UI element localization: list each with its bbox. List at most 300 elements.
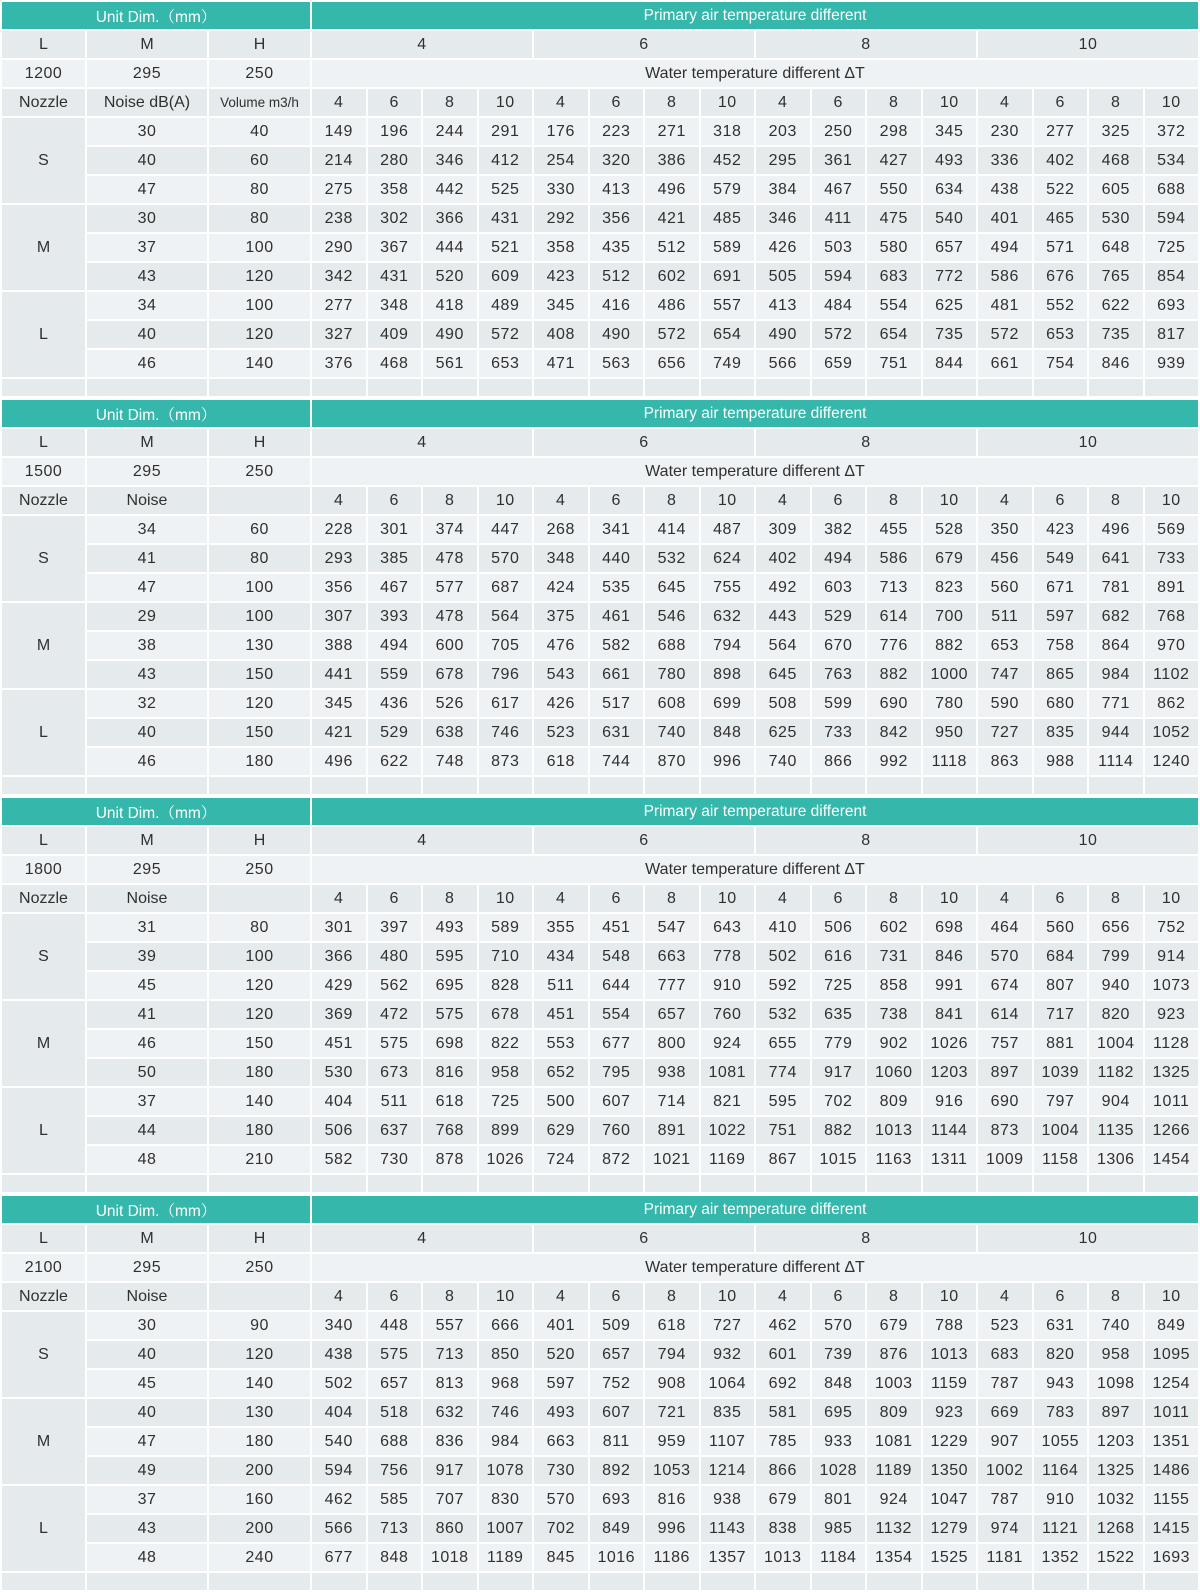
water-subcol-header: 6 bbox=[1034, 885, 1088, 912]
value-cell: 699 bbox=[701, 690, 755, 717]
value-cell: 1169 bbox=[701, 1146, 755, 1173]
water-subcol-header: 8 bbox=[867, 1283, 921, 1310]
value-cell: 543 bbox=[534, 661, 588, 688]
value-cell: 291 bbox=[479, 118, 533, 145]
value-cell: 1486 bbox=[1145, 1457, 1199, 1484]
value-cell: 506 bbox=[312, 1117, 366, 1144]
water-subcol-header: 6 bbox=[1034, 487, 1088, 514]
value-cell: 475 bbox=[867, 205, 921, 232]
volume-value: 150 bbox=[209, 661, 310, 688]
empty-cell bbox=[312, 379, 366, 396]
value-cell: 577 bbox=[423, 574, 477, 601]
value-cell: 902 bbox=[867, 1030, 921, 1057]
volume-value: 80 bbox=[209, 914, 310, 941]
water-subcol-header: 10 bbox=[923, 89, 977, 116]
value-cell: 850 bbox=[479, 1341, 533, 1368]
value-cell: 1525 bbox=[923, 1544, 977, 1571]
air-group-header: 10 bbox=[978, 1225, 1198, 1252]
nozzle-header: Nozzle bbox=[2, 885, 85, 912]
value-cell: 914 bbox=[1145, 943, 1199, 970]
noise-value: 30 bbox=[87, 1312, 207, 1339]
value-cell: 493 bbox=[923, 147, 977, 174]
value-cell: 386 bbox=[645, 147, 699, 174]
value-cell: 1047 bbox=[923, 1486, 977, 1513]
value-cell: 677 bbox=[590, 1030, 644, 1057]
water-subcol-header: 4 bbox=[534, 487, 588, 514]
value-cell: 487 bbox=[701, 516, 755, 543]
value-cell: 777 bbox=[645, 972, 699, 999]
value-cell: 490 bbox=[590, 321, 644, 348]
unit-width-value: 295 bbox=[87, 458, 207, 485]
value-cell: 882 bbox=[812, 1117, 866, 1144]
value-cell: 275 bbox=[312, 176, 366, 203]
value-cell: 923 bbox=[923, 1399, 977, 1426]
volume-value: 180 bbox=[209, 1059, 310, 1086]
value-cell: 1454 bbox=[1145, 1146, 1199, 1173]
value-cell: 372 bbox=[1145, 118, 1199, 145]
value-cell: 666 bbox=[479, 1312, 533, 1339]
value-cell: 585 bbox=[368, 1486, 422, 1513]
value-cell: 529 bbox=[368, 719, 422, 746]
value-cell: 330 bbox=[534, 176, 588, 203]
value-cell: 754 bbox=[1034, 350, 1088, 377]
noise-header: Noise bbox=[87, 487, 207, 514]
value-cell: 271 bbox=[645, 118, 699, 145]
value-cell: 733 bbox=[1145, 545, 1199, 572]
value-cell: 1158 bbox=[1034, 1146, 1088, 1173]
value-cell: 520 bbox=[423, 263, 477, 290]
value-cell: 250 bbox=[812, 118, 866, 145]
noise-header: Noise dB(A) bbox=[87, 89, 207, 116]
value-cell: 680 bbox=[1034, 690, 1088, 717]
value-cell: 295 bbox=[756, 147, 810, 174]
volume-value: 150 bbox=[209, 719, 310, 746]
water-subcol-header: 6 bbox=[812, 487, 866, 514]
volume-value: 120 bbox=[209, 1001, 310, 1028]
value-cell: 348 bbox=[368, 292, 422, 319]
value-cell: 1102 bbox=[1145, 661, 1199, 688]
value-cell: 692 bbox=[756, 1370, 810, 1397]
empty-cell bbox=[1145, 379, 1199, 396]
value-cell: 813 bbox=[423, 1370, 477, 1397]
value-cell: 1415 bbox=[1145, 1515, 1199, 1542]
volume-value: 100 bbox=[209, 234, 310, 261]
value-cell: 638 bbox=[423, 719, 477, 746]
value-cell: 369 bbox=[312, 1001, 366, 1028]
value-cell: 586 bbox=[867, 545, 921, 572]
empty-cell bbox=[701, 379, 755, 396]
value-cell: 796 bbox=[479, 661, 533, 688]
value-cell: 401 bbox=[534, 1312, 588, 1339]
value-cell: 413 bbox=[756, 292, 810, 319]
value-cell: 1186 bbox=[645, 1544, 699, 1571]
value-cell: 702 bbox=[534, 1515, 588, 1542]
value-cell: 740 bbox=[756, 748, 810, 775]
value-cell: 923 bbox=[1145, 1001, 1199, 1028]
noise-value: 43 bbox=[87, 263, 207, 290]
value-cell: 779 bbox=[812, 1030, 866, 1057]
value-cell: 451 bbox=[534, 1001, 588, 1028]
noise-value: 50 bbox=[87, 1059, 207, 1086]
value-cell: 747 bbox=[978, 661, 1032, 688]
noise-value: 37 bbox=[87, 1088, 207, 1115]
value-cell: 622 bbox=[1089, 292, 1143, 319]
value-cell: 845 bbox=[534, 1544, 588, 1571]
value-cell: 870 bbox=[645, 748, 699, 775]
value-cell: 560 bbox=[978, 574, 1032, 601]
value-cell: 788 bbox=[923, 1312, 977, 1339]
value-cell: 653 bbox=[479, 350, 533, 377]
value-cell: 756 bbox=[368, 1457, 422, 1484]
dim-col-header: H bbox=[209, 429, 310, 456]
value-cell: 1039 bbox=[1034, 1059, 1088, 1086]
volume-value: 200 bbox=[209, 1457, 310, 1484]
nozzle-size-cell: L bbox=[2, 292, 85, 377]
value-cell: 670 bbox=[812, 632, 866, 659]
value-cell: 318 bbox=[701, 118, 755, 145]
nozzle-size-cell: L bbox=[2, 1486, 85, 1571]
value-cell: 713 bbox=[867, 574, 921, 601]
air-group-header: 4 bbox=[312, 31, 532, 58]
water-subcol-header: 10 bbox=[701, 1283, 755, 1310]
value-cell: 518 bbox=[368, 1399, 422, 1426]
dim-col-header: L bbox=[2, 31, 85, 58]
value-cell: 1107 bbox=[701, 1428, 755, 1455]
water-subcol-header: 8 bbox=[423, 89, 477, 116]
water-subcol-header: 4 bbox=[312, 1283, 366, 1310]
value-cell: 520 bbox=[534, 1341, 588, 1368]
value-cell: 290 bbox=[312, 234, 366, 261]
empty-cell bbox=[590, 1175, 644, 1192]
value-cell: 553 bbox=[534, 1030, 588, 1057]
value-cell: 752 bbox=[590, 1370, 644, 1397]
unit-height-value: 250 bbox=[209, 856, 310, 883]
value-cell: 760 bbox=[701, 1001, 755, 1028]
value-cell: 816 bbox=[423, 1059, 477, 1086]
value-cell: 676 bbox=[1034, 263, 1088, 290]
value-cell: 787 bbox=[978, 1370, 1032, 1397]
value-cell: 608 bbox=[645, 690, 699, 717]
value-cell: 526 bbox=[423, 690, 477, 717]
value-cell: 410 bbox=[756, 914, 810, 941]
water-subcol-header: 8 bbox=[867, 487, 921, 514]
dim-col-header: L bbox=[2, 827, 85, 854]
value-cell: 244 bbox=[423, 118, 477, 145]
value-cell: 781 bbox=[1089, 574, 1143, 601]
value-cell: 594 bbox=[1145, 205, 1199, 232]
volume-value: 120 bbox=[209, 321, 310, 348]
value-cell: 493 bbox=[423, 914, 477, 941]
volume-value: 120 bbox=[209, 972, 310, 999]
value-cell: 176 bbox=[534, 118, 588, 145]
value-cell: 490 bbox=[756, 321, 810, 348]
unit-height-value: 250 bbox=[209, 60, 310, 87]
empty-cell bbox=[534, 379, 588, 396]
value-cell: 950 bbox=[923, 719, 977, 746]
value-cell: 471 bbox=[534, 350, 588, 377]
value-cell: 710 bbox=[479, 943, 533, 970]
value-cell: 366 bbox=[423, 205, 477, 232]
value-cell: 484 bbox=[812, 292, 866, 319]
value-cell: 548 bbox=[590, 943, 644, 970]
value-cell: 746 bbox=[479, 1399, 533, 1426]
value-cell: 455 bbox=[867, 516, 921, 543]
value-cell: 1055 bbox=[1034, 1428, 1088, 1455]
value-cell: 654 bbox=[867, 321, 921, 348]
value-cell: 679 bbox=[923, 545, 977, 572]
empty-cell bbox=[87, 1175, 207, 1192]
value-cell: 653 bbox=[1034, 321, 1088, 348]
value-cell: 490 bbox=[423, 321, 477, 348]
water-subcol-header: 6 bbox=[368, 885, 422, 912]
value-cell: 873 bbox=[978, 1117, 1032, 1144]
noise-value: 45 bbox=[87, 972, 207, 999]
value-cell: 461 bbox=[590, 603, 644, 630]
value-cell: 683 bbox=[978, 1341, 1032, 1368]
air-group-header: 10 bbox=[978, 429, 1198, 456]
value-cell: 268 bbox=[534, 516, 588, 543]
value-cell: 657 bbox=[923, 234, 977, 261]
unit-dim-header: Unit Dim.（mm） bbox=[2, 400, 310, 427]
value-cell: 1311 bbox=[923, 1146, 977, 1173]
nozzle-size-cell: S bbox=[2, 516, 85, 601]
value-cell: 1189 bbox=[867, 1457, 921, 1484]
value-cell: 876 bbox=[867, 1341, 921, 1368]
value-cell: 1095 bbox=[1145, 1341, 1199, 1368]
value-cell: 494 bbox=[978, 234, 1032, 261]
value-cell: 375 bbox=[534, 603, 588, 630]
water-subcol-header: 4 bbox=[756, 487, 810, 514]
value-cell: 228 bbox=[312, 516, 366, 543]
value-cell: 758 bbox=[1034, 632, 1088, 659]
volume-value: 160 bbox=[209, 1486, 310, 1513]
value-cell: 423 bbox=[1034, 516, 1088, 543]
value-cell: 563 bbox=[590, 350, 644, 377]
empty-cell bbox=[923, 1175, 977, 1192]
noise-value: 40 bbox=[87, 147, 207, 174]
value-cell: 917 bbox=[423, 1457, 477, 1484]
water-subcol-header: 6 bbox=[590, 89, 644, 116]
value-cell: 678 bbox=[423, 661, 477, 688]
value-cell: 1011 bbox=[1145, 1399, 1199, 1426]
empty-cell bbox=[368, 379, 422, 396]
value-cell: 302 bbox=[368, 205, 422, 232]
volume-value: 130 bbox=[209, 632, 310, 659]
value-cell: 1015 bbox=[812, 1146, 866, 1173]
value-cell: 401 bbox=[978, 205, 1032, 232]
value-cell: 416 bbox=[590, 292, 644, 319]
value-cell: 492 bbox=[756, 574, 810, 601]
noise-value: 30 bbox=[87, 118, 207, 145]
value-cell: 679 bbox=[867, 1312, 921, 1339]
value-cell: 1114 bbox=[1089, 748, 1143, 775]
empty-cell bbox=[1145, 1175, 1199, 1192]
value-cell: 858 bbox=[867, 972, 921, 999]
value-cell: 974 bbox=[978, 1515, 1032, 1542]
value-cell: 864 bbox=[1089, 632, 1143, 659]
value-cell: 991 bbox=[923, 972, 977, 999]
value-cell: 849 bbox=[590, 1515, 644, 1542]
noise-value: 40 bbox=[87, 1399, 207, 1426]
value-cell: 891 bbox=[645, 1117, 699, 1144]
water-subcol-header: 8 bbox=[423, 1283, 477, 1310]
value-cell: 509 bbox=[590, 1312, 644, 1339]
value-cell: 590 bbox=[978, 690, 1032, 717]
value-cell: 907 bbox=[978, 1428, 1032, 1455]
value-cell: 755 bbox=[701, 574, 755, 601]
volume-value: 130 bbox=[209, 1399, 310, 1426]
value-cell: 629 bbox=[534, 1117, 588, 1144]
value-cell: 797 bbox=[1034, 1088, 1088, 1115]
value-cell: 1073 bbox=[1145, 972, 1199, 999]
value-cell: 1357 bbox=[701, 1544, 755, 1571]
value-cell: 774 bbox=[756, 1059, 810, 1086]
value-cell: 730 bbox=[368, 1146, 422, 1173]
value-cell: 854 bbox=[1145, 263, 1199, 290]
noise-value: 49 bbox=[87, 1457, 207, 1484]
value-cell: 1004 bbox=[1034, 1117, 1088, 1144]
value-cell: 385 bbox=[368, 545, 422, 572]
value-cell: 529 bbox=[812, 603, 866, 630]
value-cell: 1144 bbox=[923, 1117, 977, 1144]
value-cell: 535 bbox=[590, 574, 644, 601]
air-group-header: 6 bbox=[534, 827, 754, 854]
value-cell: 738 bbox=[867, 1001, 921, 1028]
value-cell: 749 bbox=[701, 350, 755, 377]
value-cell: 443 bbox=[756, 603, 810, 630]
empty-cell bbox=[423, 777, 477, 794]
empty-cell bbox=[1089, 1175, 1143, 1192]
value-cell: 342 bbox=[312, 263, 366, 290]
value-cell: 873 bbox=[479, 748, 533, 775]
value-cell: 763 bbox=[812, 661, 866, 688]
empty-cell bbox=[867, 379, 921, 396]
value-cell: 1007 bbox=[479, 1515, 533, 1542]
value-cell: 730 bbox=[534, 1457, 588, 1484]
value-cell: 617 bbox=[479, 690, 533, 717]
empty-cell bbox=[1089, 379, 1143, 396]
volume-value: 180 bbox=[209, 1428, 310, 1455]
value-cell: 1128 bbox=[1145, 1030, 1199, 1057]
unit-height-value: 250 bbox=[209, 1254, 310, 1281]
value-cell: 426 bbox=[534, 690, 588, 717]
empty-cell bbox=[978, 1175, 1032, 1192]
value-cell: 572 bbox=[645, 321, 699, 348]
noise-header: Noise bbox=[87, 1283, 207, 1310]
empty-cell bbox=[1034, 379, 1088, 396]
value-cell: 559 bbox=[368, 661, 422, 688]
value-cell: 223 bbox=[590, 118, 644, 145]
value-cell: 393 bbox=[368, 603, 422, 630]
value-cell: 522 bbox=[1034, 176, 1088, 203]
value-cell: 985 bbox=[812, 1515, 866, 1542]
value-cell: 996 bbox=[645, 1515, 699, 1542]
value-cell: 603 bbox=[812, 574, 866, 601]
value-cell: 534 bbox=[1145, 147, 1199, 174]
value-cell: 674 bbox=[978, 972, 1032, 999]
value-cell: 1053 bbox=[645, 1457, 699, 1484]
value-cell: 863 bbox=[978, 748, 1032, 775]
value-cell: 682 bbox=[1089, 603, 1143, 630]
value-cell: 441 bbox=[312, 661, 366, 688]
value-cell: 301 bbox=[312, 914, 366, 941]
empty-cell bbox=[867, 777, 921, 794]
volume-value: 150 bbox=[209, 1030, 310, 1057]
value-cell: 653 bbox=[978, 632, 1032, 659]
value-cell: 844 bbox=[923, 350, 977, 377]
value-cell: 532 bbox=[756, 1001, 810, 1028]
air-group-header: 10 bbox=[978, 31, 1198, 58]
noise-value: 45 bbox=[87, 1370, 207, 1397]
value-cell: 384 bbox=[756, 176, 810, 203]
nozzle-size-cell: S bbox=[2, 118, 85, 203]
value-cell: 1164 bbox=[1034, 1457, 1088, 1484]
empty-cell bbox=[867, 1175, 921, 1192]
value-cell: 1011 bbox=[1145, 1088, 1199, 1115]
value-cell: 821 bbox=[701, 1088, 755, 1115]
value-cell: 436 bbox=[368, 690, 422, 717]
value-cell: 992 bbox=[867, 748, 921, 775]
value-cell: 589 bbox=[479, 914, 533, 941]
value-cell: 684 bbox=[1034, 943, 1088, 970]
value-cell: 641 bbox=[1089, 545, 1143, 572]
value-cell: 1003 bbox=[867, 1370, 921, 1397]
value-cell: 618 bbox=[645, 1312, 699, 1339]
value-cell: 820 bbox=[1089, 1001, 1143, 1028]
value-cell: 690 bbox=[978, 1088, 1032, 1115]
water-subcol-header: 6 bbox=[368, 89, 422, 116]
empty-cell bbox=[479, 379, 533, 396]
value-cell: 1184 bbox=[812, 1544, 866, 1571]
value-cell: 511 bbox=[978, 603, 1032, 630]
volume-value: 120 bbox=[209, 1341, 310, 1368]
noise-value: 40 bbox=[87, 1341, 207, 1368]
water-subcol-header: 10 bbox=[1145, 1283, 1199, 1310]
value-cell: 575 bbox=[368, 1030, 422, 1057]
unit-width-value: 295 bbox=[87, 60, 207, 87]
value-cell: 346 bbox=[423, 147, 477, 174]
value-cell: 891 bbox=[1145, 574, 1199, 601]
value-cell: 841 bbox=[923, 1001, 977, 1028]
empty-cell bbox=[645, 1175, 699, 1192]
volume-value: 140 bbox=[209, 350, 310, 377]
value-cell: 599 bbox=[812, 690, 866, 717]
noise-value: 44 bbox=[87, 1117, 207, 1144]
unit-dim-header: Unit Dim.（mm） bbox=[2, 1196, 310, 1223]
air-group-header: 8 bbox=[756, 429, 976, 456]
value-cell: 622 bbox=[368, 748, 422, 775]
empty-cell bbox=[978, 777, 1032, 794]
value-cell: 822 bbox=[479, 1030, 533, 1057]
value-cell: 933 bbox=[812, 1428, 866, 1455]
noise-value: 29 bbox=[87, 603, 207, 630]
water-subcol-header: 10 bbox=[923, 1283, 977, 1310]
empty-cell bbox=[534, 777, 588, 794]
value-cell: 447 bbox=[479, 516, 533, 543]
value-cell: 582 bbox=[312, 1146, 366, 1173]
water-subcol-header: 4 bbox=[312, 89, 366, 116]
water-subcol-header: 8 bbox=[1089, 487, 1143, 514]
water-subcol-header: 10 bbox=[479, 89, 533, 116]
value-cell: 878 bbox=[423, 1146, 477, 1173]
value-cell: 679 bbox=[756, 1486, 810, 1513]
value-cell: 572 bbox=[812, 321, 866, 348]
value-cell: 600 bbox=[423, 632, 477, 659]
value-cell: 624 bbox=[701, 545, 755, 572]
water-subcol-header: 8 bbox=[645, 487, 699, 514]
value-cell: 564 bbox=[479, 603, 533, 630]
value-cell: 731 bbox=[867, 943, 921, 970]
